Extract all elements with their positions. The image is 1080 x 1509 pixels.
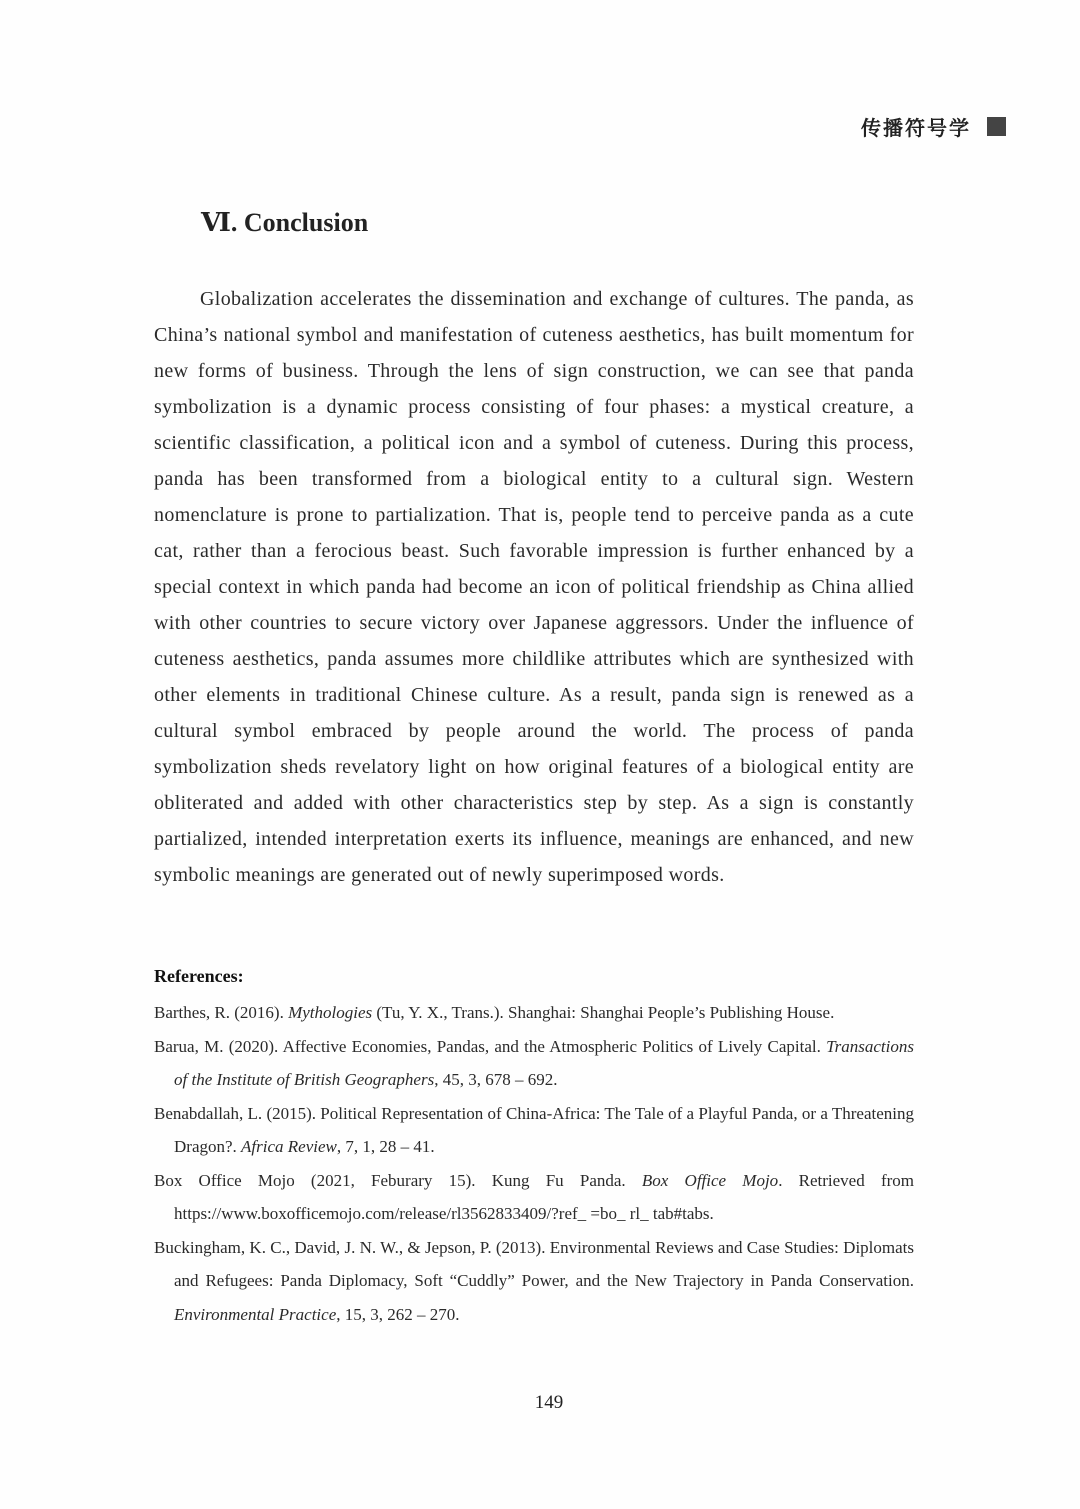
reference-text: Benabdallah, L. (2015). Political Representation of China-Africa: The Tale of a Playful Panda, or a Threatening Dragon?. [154, 1103, 914, 1156]
reference-text: Buckingham, K. C., David, J. N. W., & Jepson, P. (2013). Environmental Reviews and Case Studies: Diplomats and Refugees: Panda Diplomacy, Soft “Cuddly” Power, and the New Trajectory in Panda Conservation. [154, 1237, 914, 1290]
reference-item [154, 1164, 914, 1231]
reference-text: Box Office Mojo (2021, Feburary 15). Kung Fu Panda. [154, 1170, 642, 1190]
conclusion-paragraph: Globalization accelerates the dissemination and exchange of cultures. The panda, as China’s national symbol and manifestation of cuteness aesthetics, has built momentum for new forms of business. Through the lens of sign construction, we can see that panda symbolization is a dynamic process consisting of four phases: a mystical creature, a scientific classification, a political icon and a symbol of cuteness. During this process, panda has been transformed from a biological entity to a cultural sign. Western nomenclature is prone to partialization. That is, people tend to perceive panda as a cute cat, rather than a ferocious beast. Such favorable impression is further enhanced by a special context in which panda had become an icon of political friendship as China allied with other countries to secure victory over Japanese aggressors. Under the influence of cuteness aesthetics, panda assumes more childlike attributes which are synthesized with other elements in traditional Chinese culture. As a result, panda sign is renewed as a cultural symbol embraced by people around the world. The process of panda symbolization sheds revelatory light on how original features of a biological entity are obliterated and added with other characteristics step by step. As a sign is constantly partialized, intended interpretation exerts its influence, meanings are enhanced, and new symbolic meanings are generated out of newly superimposed words. [154, 288, 914, 886]
reference-item [154, 1231, 914, 1332]
reference-text: (Tu, Y. X., Trans.). Shanghai: Shanghai People’s Publishing House. [372, 1003, 835, 1022]
reference-text: Barthes, R. (2016). [154, 1003, 289, 1022]
reference-text: , 7, 1, 28 – 41. [336, 1137, 435, 1156]
square-marker-icon [987, 117, 1006, 136]
reference-source: Africa Review [241, 1137, 337, 1156]
reference-item [154, 996, 914, 1030]
reference-source: Environmental Practice [174, 1304, 337, 1324]
references-heading: References: [154, 966, 244, 986]
running-head [861, 112, 1006, 141]
reference-source: Box Office Mojo [641, 1170, 779, 1190]
reference-source: Mythologies [288, 1003, 373, 1022]
references-list [154, 996, 914, 1331]
reference-text: , 15, 3, 262 – 270. [336, 1304, 460, 1324]
page-number: 149 [534, 1392, 564, 1413]
running-title: 传播符号学 [861, 116, 971, 140]
reference-text: . Retrieved from https://www.boxofficemojo.com/release/rl3562833409/?ref_ =bo_ rl_ tab#tabs. [174, 1170, 914, 1223]
section-heading: Ⅵ. Conclusion [201, 208, 369, 237]
reference-item [154, 1097, 914, 1164]
reference-source: Transactions of the Institute of British Geographers [174, 1036, 914, 1089]
reference-item [154, 1030, 914, 1097]
reference-text: , 45, 3, 678 – 692. [434, 1070, 558, 1089]
reference-text: Barua, M. (2020). Affective Economies, Pandas, and the Atmospheric Politics of Lively Capital. [154, 1036, 827, 1056]
